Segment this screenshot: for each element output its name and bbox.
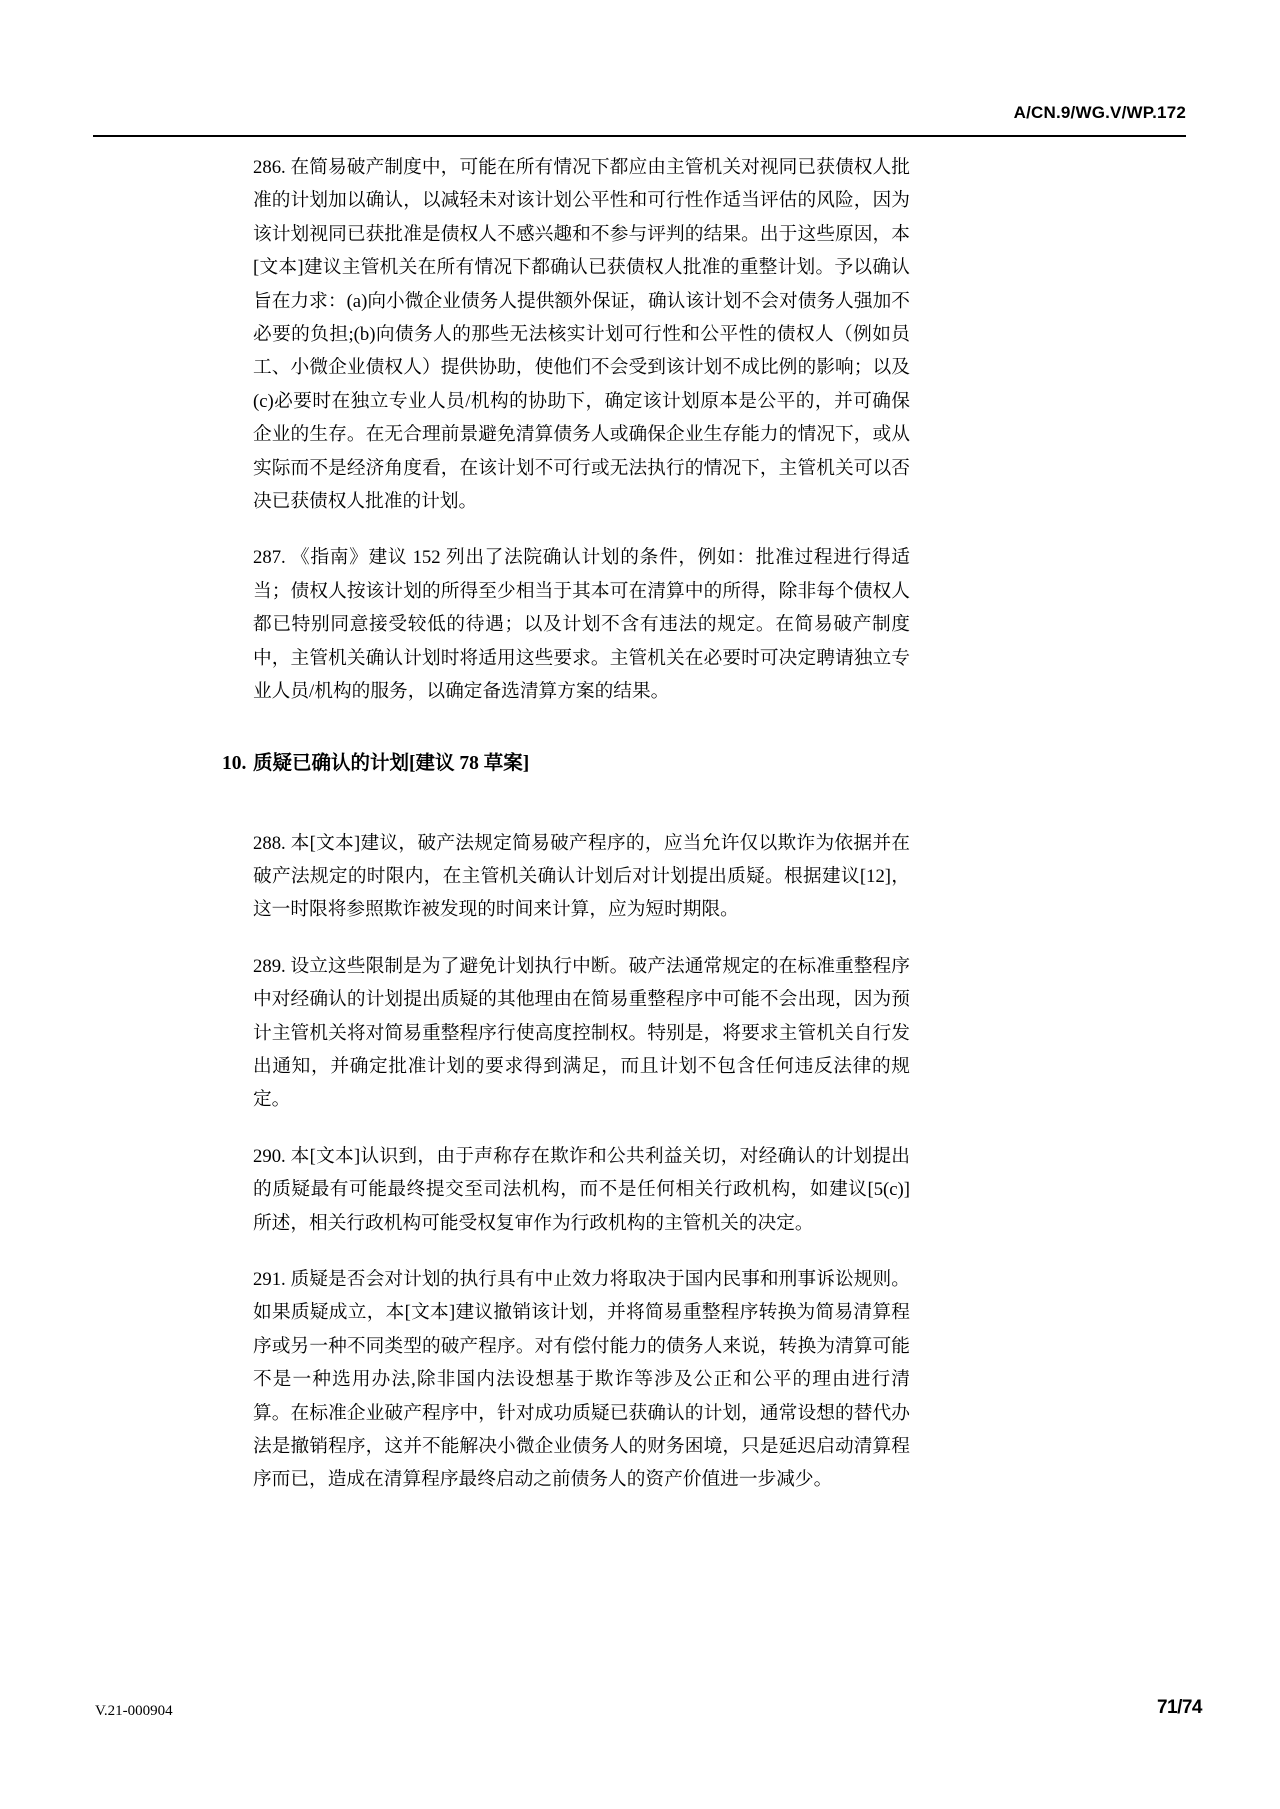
paragraph-286: 286. 在简易破产制度中，可能在所有情况下都应由主管机关对视同已获债权人批准的计划加以确认，以减轻未对该计划公平性和可行性作适当评估的风险，因为该计划视同已获批准是债权人不感兴趣和不参与评判的结果。出于这些原因，本[文本]建议主管机关在所有情况下都确认已获债权人批准的重整计划。予以确认旨在力求：(a)向小微企业债务人提供额外保证，确认该计划不会对债务人强加不必要的负担;(b)向债务人的那些无法核实计划可行性和公平性的债权人（例如员工、小微企业债权人）提供协助，使他们不会受到该计划不成比例的影响；以及(c)必要时在独立专业人员/机构的协助下，确定该计划原本是公平的，并可确保企业的生存。在无合理前景避免清算债务人或确保企业生存能力的情况下，或从实际而不是经济角度看，在该计划不可行或无法执行的情况下，主管机关可以否决已获债权人批准的计划。 xyxy=(253,157,910,513)
header-rule xyxy=(93,135,1186,137)
paragraph-288: 288. 本[文本]建议，破产法规定简易破产程序的，应当允许仅以欺诈为依据并在破产法规定的时限内，在主管机关确认计划后对计划提出质疑。根据建议[12]，这一时限将参照欺诈被发现的时间来计算，应为短时期限。 xyxy=(253,832,910,921)
document-symbol: A/CN.9/WG.V/WP.172 xyxy=(1013,103,1186,122)
section-heading-title: 质疑已确认的计划[建议 78 草案] xyxy=(253,752,530,774)
document-body xyxy=(222,151,910,1520)
paragraph-287: 287. 《指南》建议 152 列出了法院确认计划的条件，例如：批准过程进行得适当；债权人按该计划的所得至少相当于其本可在清算中的所得，除非每个债权人都已特别同意接受较低的待遇；以及计划不含有违法的规定。在简易破产制度中，主管机关确认计划时将适用这些要求。主管机关在必要时可决定聘请独立专业人员/机构的服务，以确定备选清算方案的结果。 xyxy=(253,547,910,703)
section-heading-10 xyxy=(222,747,910,781)
footer-document-id: V.21-000904 xyxy=(95,1703,173,1719)
section-heading-number: 10. xyxy=(222,752,247,774)
footer-page-number: 71/74 xyxy=(1156,1697,1202,1718)
paragraph-289: 289. 设立这些限制是为了避免计划执行中断。破产法通常规定的在标准重整程序中对经确认的计划提出质疑的其他理由在简易重整程序中可能不会出现，因为预计主管机关将对简易重整程序行使高度控制权。特别是，将要求主管机关自行发出通知，并确定批准计划的要求得到满足，而且计划不包含任何违反法律的规定。 xyxy=(253,955,910,1111)
paragraph-291: 291. 质疑是否会对计划的执行具有中止效力将取决于国内民事和刑事诉讼规则。如果质疑成立，本[文本]建议撤销该计划，并将简易重整程序转换为简易清算程序或另一种不同类型的破产程序。对有偿付能力的债务人来说，转换为清算可能不是一种选用办法,除非国内法设想基于欺诈等涉及公正和公平的理由进行清算。在标准企业破产程序中，针对成功质疑已获确认的计划，通常设想的替代办法是撤销程序，这并不能解决小微企业债务人的财务困境，只是延迟启动清算程序而已，造成在清算程序最终启动之前债务人的资产价值进一步减少。 xyxy=(253,1268,910,1491)
paragraph-290: 290. 本[文本]认识到，由于声称存在欺诈和公共利益关切，对经确认的计划提出的质疑最有可能最终提交至司法机构，而不是任何相关行政机构，如建议[5(c)]所述，相关行政机构可能受权复审作为行政机构的主管机关的决定。 xyxy=(253,1145,910,1234)
